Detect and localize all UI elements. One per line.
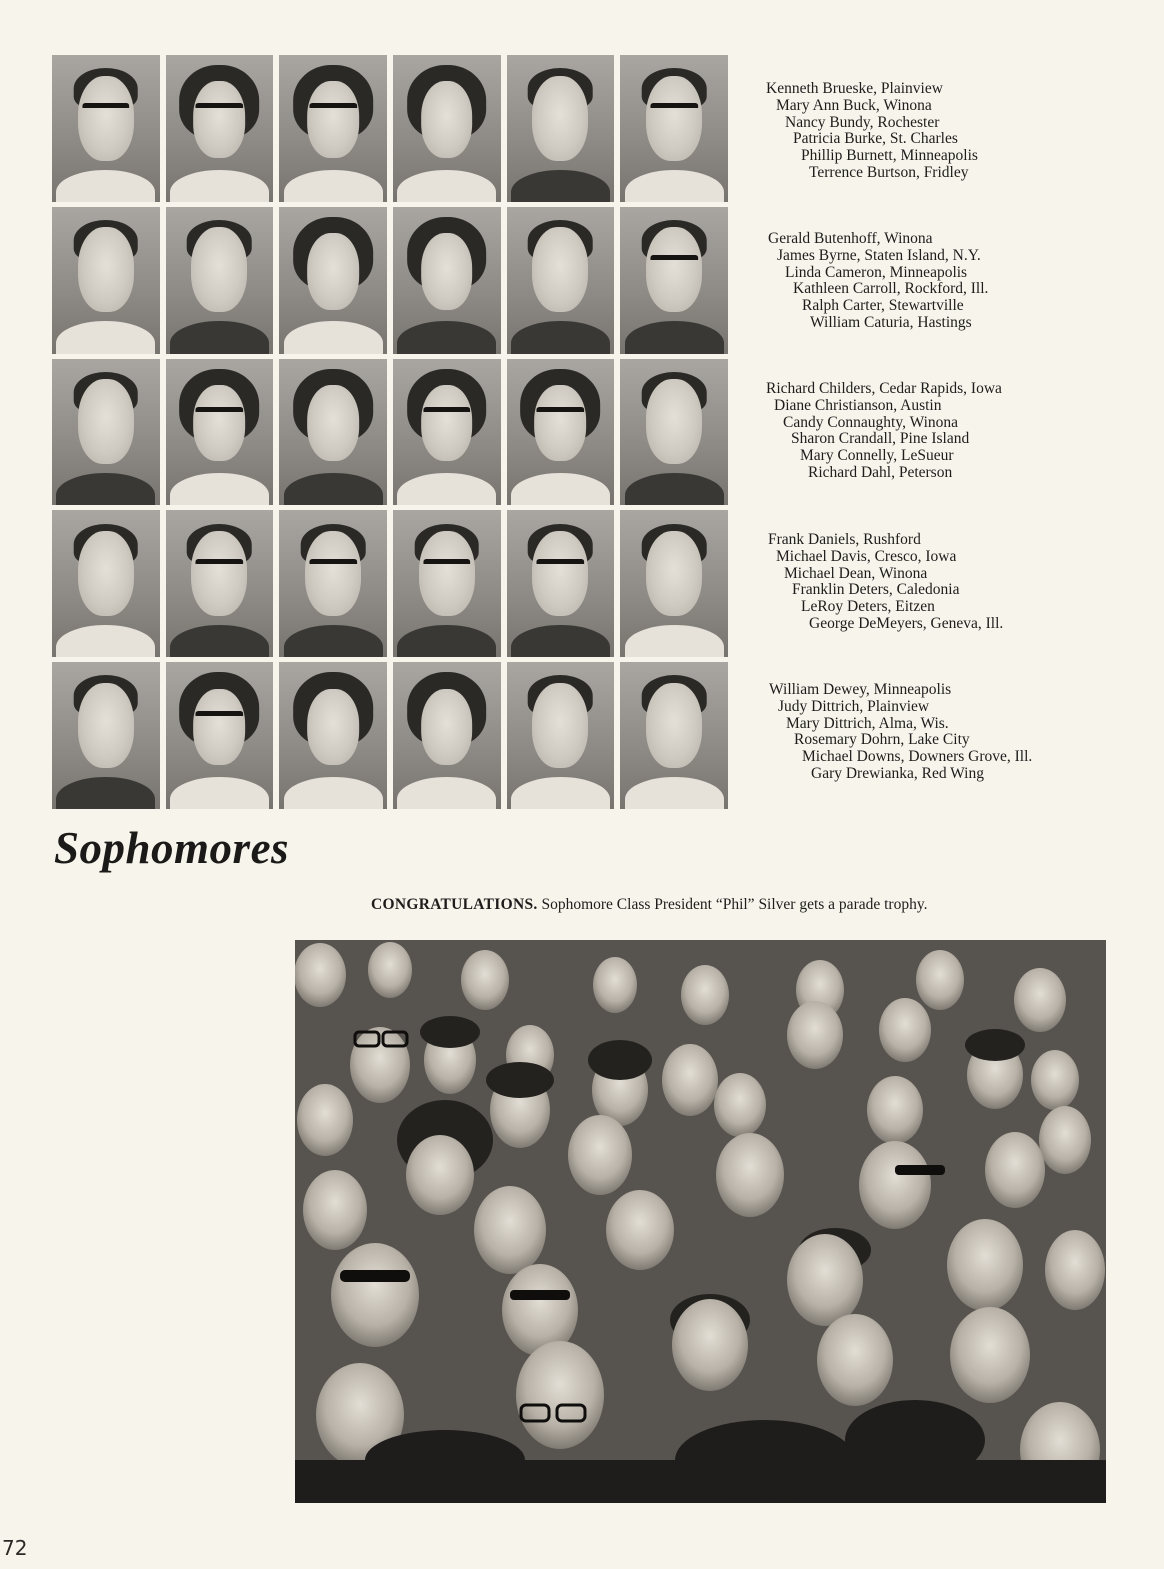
portrait-photo — [393, 359, 501, 506]
name-entry: Michael Davis, Cresco, Iowa — [776, 547, 957, 565]
portrait-photo — [507, 510, 615, 657]
crowd-photo — [295, 940, 1106, 1503]
name-entry: Sharon Crandall, Pine Island — [791, 430, 970, 448]
name-entry: James Byrne, Staten Island, N.Y. — [777, 246, 981, 264]
portrait-photo — [620, 55, 728, 202]
portrait-photo — [166, 359, 274, 506]
name-entry: Gary Drewianka, Red Wing — [811, 764, 984, 782]
portrait-photo — [166, 55, 274, 202]
name-entry: Diane Christianson, Austin — [774, 396, 942, 414]
name-entry: Mary Ann Buck, Winona — [776, 96, 932, 114]
name-entry: Terrence Burtson, Fridley — [809, 163, 969, 181]
photo-caption — [371, 896, 927, 914]
portrait-photo — [52, 662, 160, 809]
name-list — [766, 231, 988, 332]
portrait-grid — [52, 55, 728, 809]
portrait-photo — [507, 207, 615, 354]
portrait-photo — [393, 55, 501, 202]
portrait-photo — [279, 207, 387, 354]
name-entry: Candy Connaughty, Winona — [783, 413, 959, 431]
name-list — [766, 81, 978, 182]
portrait-photo — [279, 55, 387, 202]
portrait-photo — [507, 55, 615, 202]
name-entry: Judy Dittrich, Plainview — [778, 697, 930, 715]
portrait-photo — [620, 510, 728, 657]
portrait-photo — [393, 662, 501, 809]
portrait-photo — [393, 207, 501, 354]
portrait-photo — [620, 662, 728, 809]
crowd-illustration — [295, 940, 1106, 1503]
name-entry: Rosemary Dohrn, Lake City — [794, 731, 970, 749]
portrait-photo — [52, 55, 160, 202]
name-entry: Mary Connelly, LeSueur — [800, 447, 954, 465]
caption-text: Sophomore Class President “Phil” Silver gets a parade trophy. — [541, 896, 928, 913]
name-list — [766, 532, 1003, 633]
portrait-photo — [620, 359, 728, 506]
name-entry: Richard Childers, Cedar Rapids, Iowa — [766, 380, 1002, 397]
name-entry: Frank Daniels, Rushford — [768, 531, 921, 548]
portrait-photo — [393, 510, 501, 657]
name-entry: Patricia Burke, St. Charles — [793, 130, 958, 148]
portrait-photo — [507, 359, 615, 506]
name-entry: Kathleen Carroll, Rockford, Ill. — [793, 280, 989, 298]
name-entry: LeRoy Deters, Eitzen — [801, 598, 935, 616]
portrait-photo — [279, 359, 387, 506]
portrait-photo — [507, 662, 615, 809]
name-entry: Nancy Bundy, Rochester — [785, 113, 940, 131]
name-entry: Phillip Burnett, Minneapolis — [801, 147, 978, 165]
name-entry: Ralph Carter, Stewartville — [802, 297, 964, 315]
portrait-photo — [279, 662, 387, 809]
portrait-photo — [166, 207, 274, 354]
portrait-photo — [52, 359, 160, 506]
caption-lead: CONGRATULATIONS. — [371, 896, 538, 913]
name-list — [766, 682, 1032, 783]
name-entry: Richard Dahl, Peterson — [808, 463, 953, 481]
portrait-photo — [279, 510, 387, 657]
portrait-photo — [52, 510, 160, 657]
name-entry: Kenneth Brueske, Plainview — [766, 80, 943, 97]
name-entry: Linda Cameron, Minneapolis — [785, 263, 968, 281]
portrait-photo — [166, 510, 274, 657]
name-entry: Michael Dean, Winona — [784, 564, 928, 582]
portrait-photo — [620, 207, 728, 354]
page-number: 72 — [2, 1536, 28, 1560]
portrait-photo — [166, 662, 274, 809]
name-entry: Michael Downs, Downers Grove, Ill. — [802, 748, 1033, 766]
name-entry: William Dewey, Minneapolis — [769, 681, 952, 698]
portrait-photo — [52, 207, 160, 354]
section-title: Sophomores — [54, 823, 290, 873]
name-entry: Franklin Deters, Caledonia — [792, 581, 960, 599]
name-entry: Gerald Butenhoff, Winona — [768, 230, 933, 247]
name-entry: George DeMeyers, Geneva, Ill. — [809, 614, 1004, 632]
name-list — [766, 381, 1002, 482]
name-entry: Mary Dittrich, Alma, Wis. — [786, 714, 949, 732]
name-entry: William Caturia, Hastings — [810, 313, 972, 331]
